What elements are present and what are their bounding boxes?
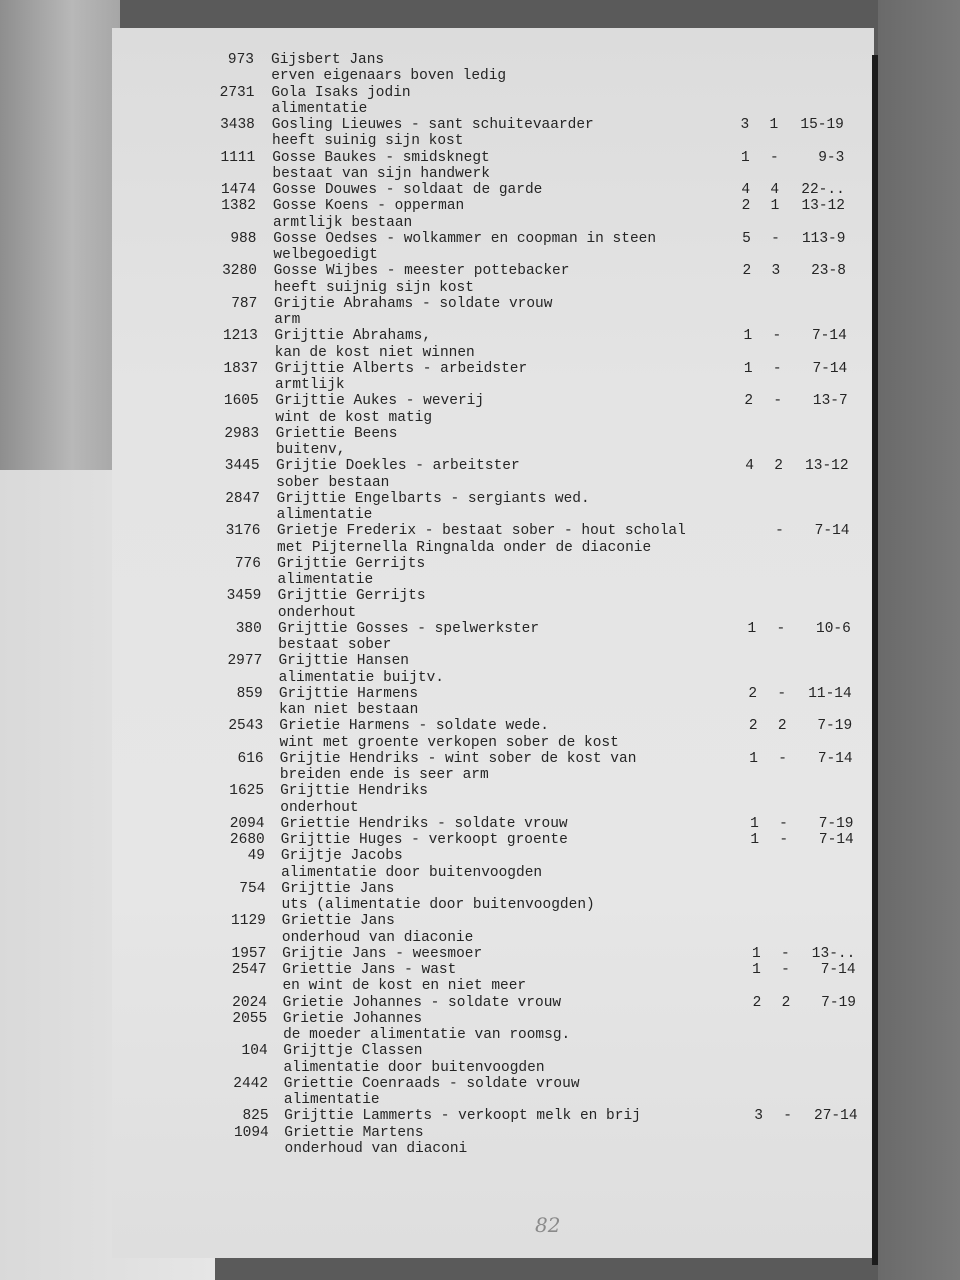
entry-text: kan de kost niet winnen [274, 344, 475, 361]
entry-text: Grijttie Aukes - weverij [275, 393, 485, 410]
entry-text: Gosling Lieuwes - sant schuitevaarder [271, 117, 594, 133]
entry-number: 2547 [231, 962, 267, 978]
entry-text: alimentatie door buitenvoogden [281, 864, 543, 881]
entry-amount: 7-19 [818, 815, 854, 832]
entry-text: heeft suinig sijn kost [272, 133, 464, 150]
entry-number: 825 [242, 1108, 269, 1125]
entry-number: 2731 [219, 84, 255, 101]
entry-text: welbegoedigt [273, 247, 378, 263]
entry-text: de moeder alimentatie van roomsg. [283, 1027, 571, 1043]
entry-text: Gola Isaks jodin [271, 84, 411, 101]
entry-amount: 13-7 [812, 393, 848, 410]
entry-text: alimentatie [276, 507, 373, 523]
entry-number: 2680 [229, 832, 265, 848]
entry-count-a: 3 [754, 1108, 763, 1125]
entry-text: met Pijternella Ringnalda onder de diaconie [277, 539, 652, 556]
entry-amount: 7-14 [814, 523, 850, 540]
entry-amount: 7-14 [812, 360, 848, 377]
entry-text: Griettie Beens [275, 425, 398, 442]
entry-amount: 11-14 [808, 685, 852, 702]
entry-text: wint de kost matig [275, 409, 433, 426]
entry-count-b: - [771, 230, 780, 247]
entry-text: Grijttie Abrahams, [274, 328, 432, 345]
entry-number: 776 [234, 555, 261, 572]
entry-count-b: 2 [774, 458, 783, 475]
entry-text: Gosse Douwes - soldaat de garde [272, 182, 543, 198]
entry-count-a: 3 [740, 117, 750, 133]
entry-text: breiden ende is seer arm [279, 767, 489, 783]
entry-count-b: - [780, 945, 790, 962]
entry-text: onderhout [277, 604, 357, 621]
entry-amount: 10-6 [816, 620, 851, 637]
entry-count-b: 2 [781, 994, 791, 1011]
entry-number: 1605 [223, 393, 259, 410]
entry-number: 3280 [222, 263, 257, 280]
entry-number: 1129 [231, 913, 266, 930]
entry-count-a: 2 [748, 685, 758, 702]
entry-number: 1625 [229, 783, 265, 800]
entry-number: 3445 [224, 458, 260, 475]
entry-amount: 22-.. [801, 182, 845, 198]
entry-number: 3176 [225, 523, 261, 540]
entry-number: 2055 [232, 1010, 268, 1027]
entry-amount: 7-14 [818, 832, 854, 848]
entry-number: 1837 [223, 360, 259, 377]
entry-count-a: 5 [742, 230, 751, 247]
entry-amount: 7-14 [811, 328, 847, 345]
entry-text: alimentatie [271, 100, 368, 117]
entry-text: Grijttie Hansen [278, 653, 409, 670]
entry-count-a: 1 [751, 945, 761, 962]
entry-count-b: - [772, 360, 782, 377]
entry-amount: 13-12 [805, 458, 849, 475]
entry-number: 787 [231, 295, 258, 312]
entry-count-a: 1 [747, 620, 757, 637]
entry-text: erven eigenaars boven ledig [271, 68, 507, 85]
entry-text: Gosse Oedses - wolkammer en coopman in steen [273, 230, 657, 247]
entry-count-a: 1 [740, 149, 750, 166]
entry-text: buitenv, [275, 442, 346, 458]
entry-number: 2977 [227, 653, 263, 670]
entry-number: 1111 [220, 149, 256, 166]
entry-count-b: - [779, 815, 788, 832]
entry-text: Grijttie Gerrijts [277, 555, 426, 572]
entry-count-b: - [772, 328, 782, 345]
entry-count-b: - [775, 523, 784, 540]
entry-count-b: - [776, 620, 786, 637]
entry-text: kan niet bestaan [279, 702, 419, 718]
entry-number: 1957 [231, 945, 267, 962]
entry-count-a: 4 [741, 182, 751, 198]
entry-text: uts (alimentatie door buitenvoogden) [281, 897, 595, 913]
entry-text: Gosse Wijbes - meester pottebacker [273, 263, 570, 280]
entry-text: Grijtie Abrahams - soldate vrouw [274, 295, 553, 312]
entry-count-a: 1 [750, 832, 760, 848]
entry-text: Gosse Baukes - smidsknegt [272, 149, 490, 166]
entry-text: alimentatie buijtv. [278, 669, 444, 686]
entry-amount: 7-19 [821, 994, 856, 1011]
entry-number: 1213 [222, 328, 258, 345]
entry-text: onderhoud van diaconie [281, 929, 474, 946]
entry-text: Grijttie Harmens [278, 685, 419, 702]
entry-number: 754 [239, 880, 266, 897]
entry-text: Grijttie Huges - verkoopt groente [280, 832, 568, 848]
entry-count-b: - [773, 393, 783, 410]
entry-text: arm [274, 312, 301, 328]
entry-amount: 113-9 [801, 230, 846, 247]
entry-amount: 7-19 [817, 718, 853, 735]
entry-text: Grietie Johannes [282, 1010, 423, 1027]
entry-number: 616 [237, 750, 264, 767]
entry-text: en wint de kost en niet meer [282, 978, 527, 995]
entry-text: alimentatie door buitenvoogden [283, 1059, 545, 1076]
entry-text: Grijtie Jans - weesmoer [282, 945, 483, 962]
entry-text: Grijtje Jacobs [280, 848, 403, 865]
entry-number: 988 [230, 230, 257, 247]
entry-count-a: 1 [743, 360, 753, 377]
entry-count-a: 2 [744, 393, 754, 410]
entry-text: Griettie Coenraads - soldate vrouw [283, 1075, 580, 1092]
entry-count-b: 2 [777, 718, 787, 735]
entry-count-a: 2 [741, 198, 751, 215]
entry-text: Grijtie Hendriks - wint sober de kost van [279, 750, 637, 767]
entry-text: Grijttie Gerrijts [277, 588, 426, 605]
entry-text: Grijttie Gosses - spelwerkster [278, 620, 540, 637]
entry-number: 1382 [221, 198, 256, 215]
entry-amount: 13-.. [811, 945, 856, 962]
entry-text: onderhoud van diaconi [284, 1140, 468, 1157]
entry-amount: 27-14 [814, 1108, 858, 1125]
entry-count-a: 1 [752, 962, 761, 978]
entry-number: 973 [227, 52, 254, 68]
entry-text: Grijttie Hendriks [280, 783, 428, 800]
entry-text: wint met groente verkopen sober de kost [279, 734, 619, 751]
entry-text: armtlijk bestaan [273, 214, 413, 231]
entry-amount: 15-19 [800, 117, 844, 133]
entry-count-b: - [769, 149, 779, 166]
entry-amount: 9-3 [818, 149, 845, 166]
entry-text: Grietie Johannes - soldate vrouw [282, 994, 562, 1011]
entry-text: Grijtie Doekles - arbeitster [276, 458, 520, 475]
entry-count-b: - [777, 685, 787, 702]
entry-text: Griettie Jans [281, 913, 395, 930]
entry-count-b: - [778, 750, 787, 767]
entry-count-a: 2 [748, 718, 758, 735]
entry-count-b: 1 [769, 117, 779, 133]
entry-text: Gijsbert Jans [271, 52, 385, 68]
entry-text: Griettie Jans - wast [282, 962, 457, 978]
entry-text: bestaat van sijn handwerk [272, 165, 490, 182]
entry-amount: 7-14 [820, 962, 856, 978]
entry-count-b: 4 [770, 182, 780, 198]
entry-number: 3459 [226, 588, 262, 605]
entry-text: Grietje Frederix - bestaat sober - hout scholal [276, 523, 686, 540]
entry-text: Grijttie Lammerts - verkoopt melk en brij [284, 1108, 641, 1125]
entry-text: Griettie Martens [284, 1124, 424, 1141]
entry-text: Grijttie Jans [281, 880, 395, 897]
entry-count-a: 1 [749, 750, 758, 767]
entry-text: bestaat sober [278, 637, 392, 653]
entry-number: 2983 [224, 425, 260, 442]
entry-number: 104 [241, 1043, 268, 1060]
entry-text: alimentatie [283, 1092, 380, 1108]
entry-count-a: 2 [742, 263, 752, 280]
entry-text: Grietie Harmens - soldate wede. [279, 718, 549, 735]
entry-text: sober bestaan [276, 474, 390, 491]
entry-count-b: 3 [771, 263, 781, 280]
entry-number: 1094 [233, 1124, 269, 1141]
entry-count-a: 4 [745, 458, 754, 475]
entry-number: 2442 [233, 1075, 269, 1092]
entry-number: 859 [236, 685, 263, 702]
entry-amount: 7-14 [817, 750, 853, 767]
entry-number: 2094 [229, 815, 265, 832]
entry-text: Gosse Koens - opperman [272, 198, 465, 215]
entry-number: 2543 [228, 718, 264, 735]
entry-text: heeft suijnig sijn kost [273, 279, 474, 296]
entry-amount: 13-12 [801, 198, 845, 215]
entry-text: onderhout [280, 799, 359, 816]
entry-text: armtlijk [275, 377, 345, 393]
entry-text: Griettie Hendriks - soldate vrouw [280, 815, 568, 832]
page-number: 82 [535, 1213, 561, 1237]
entry-count-a: 1 [743, 328, 753, 345]
entry-count-b: - [781, 962, 790, 978]
entry-number: 49 [247, 848, 265, 865]
entry-text: Grijttje Classen [283, 1043, 423, 1060]
entry-count-a: 1 [750, 815, 759, 832]
entry-number: 3438 [220, 117, 255, 133]
entry-text: alimentatie [277, 572, 374, 588]
entry-text: Grijttie Engelbarts - sergiants wed. [276, 490, 590, 507]
entry-count-b: 1 [770, 198, 780, 215]
entry-count-b: - [779, 832, 789, 848]
entry-number: 1474 [220, 182, 256, 198]
entry-text: Grijttie Alberts - arbeidster [274, 360, 528, 377]
entry-amount: 23-8 [811, 263, 846, 280]
entry-count-a: 2 [752, 994, 762, 1011]
entry-number: 2847 [225, 490, 261, 507]
entry-count-b: - [783, 1108, 792, 1125]
entry-number: 2024 [232, 994, 267, 1011]
entry-number: 380 [235, 620, 262, 637]
